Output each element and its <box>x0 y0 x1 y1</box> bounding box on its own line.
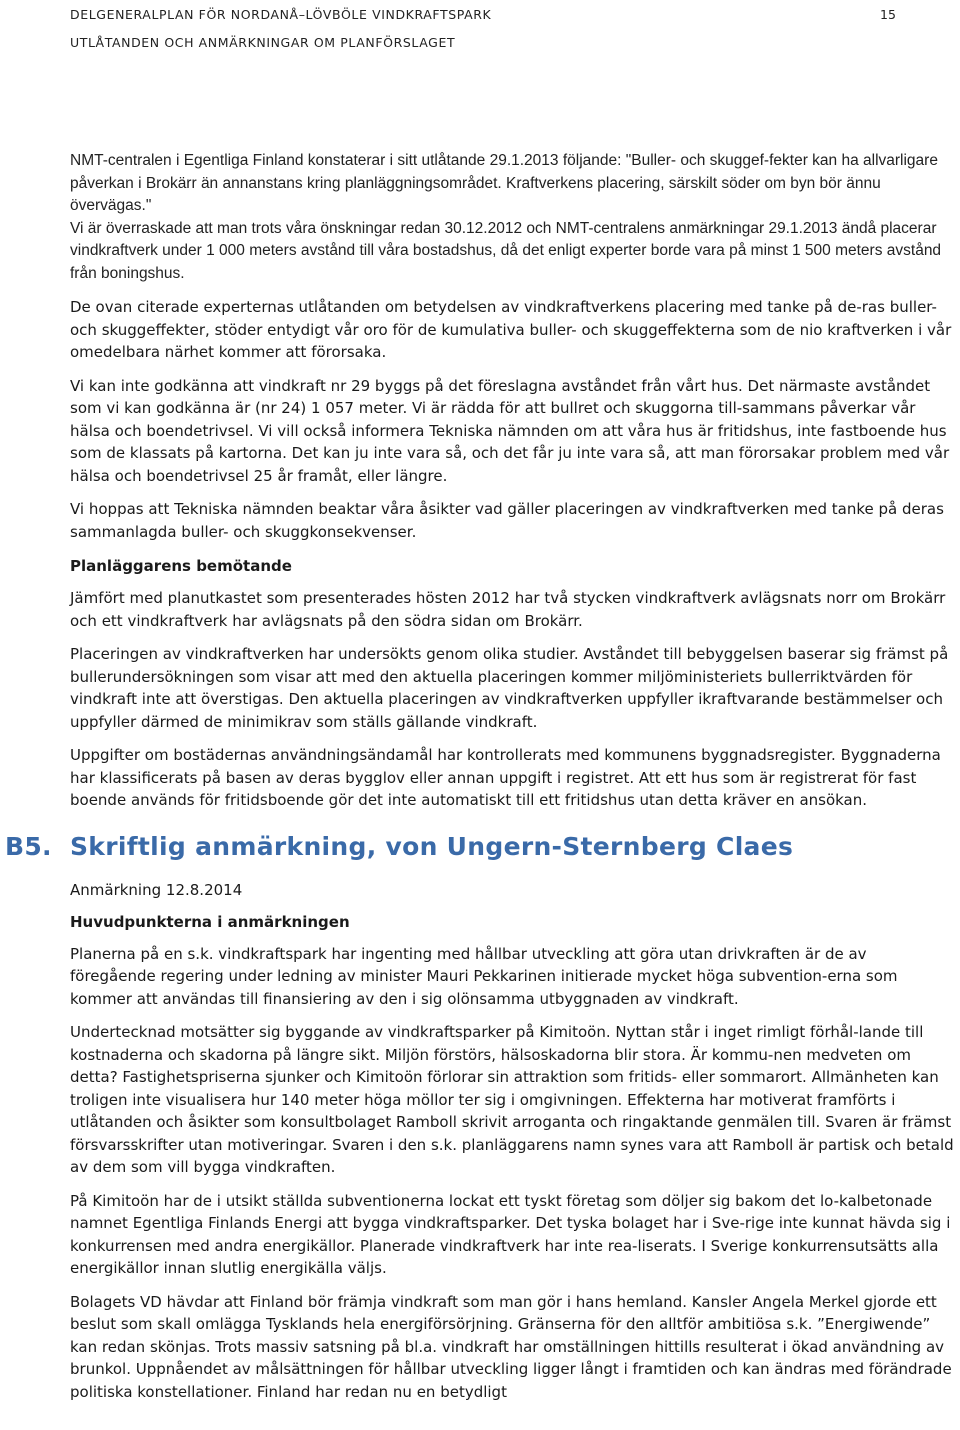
body-paragraph: Vi hoppas att Tekniska nämnden beaktar våra åsikter vad gäller placeringen av vindkraftverken med tanke på deras sammanlagda buller- och skuggkonsekvenser. <box>70 500 944 541</box>
response-heading: Planläggarens bemötande <box>70 557 292 575</box>
remark-heading: Huvudpunkterna i anmärkningen <box>70 912 350 931</box>
section-heading <box>5 831 954 861</box>
document-body <box>5 150 954 1414</box>
section-title: Skriftlig anmärkning, von Ungern-Sternberg Claes <box>70 831 794 861</box>
remark-paragraph: Undertecknad motsätter sig byggande av vindkraftsparker på Kimitoön. Nyttan står i inget rimligt förhål-lande till kostnaderna och skadorna på längre sikt. Miljön förstörs, hälsoskadorna blir stora. Är kommu-nen medveten om detta? Fastighetspriserna sjunker och Kimitoön förlorar sin attraktion som fritids- eller sommarort. Allmänheten kan troligen inte visualisera hur 140 meter höga möllor ter sig i omgivningen. Effekterna har motiverat framförts i utlåtanden och åsikter som konsultbolaget Ramboll skrivit arroganta och ringaktande genmälen till. Svaren är främst försvarsskrifter utan motiveringar. Svaren i den s.k. planläggarens namn synes vara att Ramboll är partisk och betald av dem som vill bygga vindkraften. <box>70 1023 954 1176</box>
page-number: 15 <box>880 7 896 22</box>
quote-paragraph: NMT-centralen i Egentliga Finland konstaterar i sitt utlåtande 29.1.2013 följande: "Buller- och skuggef-fekter kan ha allvarligare påverkan i Brokärr än annanstans kring planläggningsområdet. Kraftverkens placering, särskilt söder om byn bör ännu övervägas." <box>70 152 938 214</box>
body-paragraph: De ovan citerade experternas utlåtanden om betydelsen av vindkraftverkens placering med tanke på de-ras buller- och skuggeffekter, stöder entydigt vår oro för de kumulativa buller- och skuggeffekterna som de nio kraftverken i vår omedelbara närhet kommer att förorsaka. <box>70 298 952 361</box>
body-paragraph: Vi kan inte godkänna att vindkraft nr 29 byggs på det föreslagna avståndet från vårt hus. Det närmaste avståndet som vi kan godkänna är (nr 24) 1 057 meter. Vi är rädda för att bullret och skuggorna till-sammans påverkar vår hälsa och boendetrivsel. Vi vill också informera Tekniska nämnden om att våra hus är fritidshus, inte fastboende hus som de klassats på kartorna. Det kan ju inte vara så, och det får ju inte vara så, att man förorsakar problem med vår hälsa och boendetrivsel 25 år framåt, eller längre. <box>70 376 950 485</box>
remark-date: Anmärkning 12.8.2014 <box>70 880 243 899</box>
response-paragraph: Uppgifter om bostädernas användningsändamål har kontrollerats med kommunens byggnadsregister. Byggnaderna har klassificerats på basen av deras bygglov eller annan uppgift i registret. Att ett hus som är registrerat för fast boende används för fritidsboende gör det inte automatiskt till ett fritidshus utan detta kräver en ansökan. <box>70 746 941 809</box>
response-paragraph: Jämfört med planutkastet som presenterades hösten 2012 har två stycken vindkraftverk avlägsnats norr om Brokärr och ett vindkraftverk har avlägsnats på den södra sidan om Brokärr. <box>70 589 946 630</box>
quote-paragraph: Vi är överraskade att man trots våra önskningar redan 30.12.2012 och NMT-centralens anmärkningar 29.1.2013 ändå placerar vindkraftverk under 1 000 meters avstånd till våra bostadshus, då det enligt experter borde vara på minst 1 500 meters avstånd från boningshus. <box>70 219 942 282</box>
document-header-title: DELGENERALPLAN FÖR NORDANÅ–LÖVBÖLE VINDKRAFTSPARK <box>70 7 492 22</box>
remark-paragraph: På Kimitoön har de i utsikt ställda subventionerna lockat ett tyskt företag som döljer sig bakom det lo-kalbetonade namnet Egentliga Finlands Energi att bygga vindkraftsparker. Det tyska bolaget har i Sve-rige inte kunnat hävda sig i konkurrensen med andra energikällor. Planerade vindkraftverk har inte rea-liserats. I Sverige konkurrensutsätts alla energikällor innan slutlig energikälla väljs. <box>70 1191 951 1277</box>
remark-paragraph: Planerna på en s.k. vindkraftspark har ingenting med hållbar utveckling att göra utan drivkraften är de av föregående regering under ledning av minister Mauri Pekkarinen initierade mycket höga subvention-erna som kommer att användas till finansiering av den i sig olönsamma utbyggnaden av vindkraft. <box>70 944 898 1008</box>
remark-paragraph: Bolagets VD hävdar att Finland bör främja vindkraft som man gör i hans hemland. Kansler Angela Merkel gjorde ett beslut som skall omlägga Tysklands hela energiförsörjning. Gränserna för den alltför ambitiösa s.k. ”Energiwende” kan redan skönjas. Trots massiv satsning på bl.a. vindkraft har omställningen hittills resulterat i ökad användning av brunkol. Uppnåendet av målsättningen för hållbar utveckling ligger långt i framtiden och kan ändras med förändrade politiska konstellationer. Finland har redan nu en betydligt <box>70 1292 952 1401</box>
document-header-subtitle: UTLÅTANDEN OCH ANMÄRKNINGAR OM PLANFÖRSLAGET <box>70 35 456 50</box>
response-paragraph: Placeringen av vindkraftverken har undersökts genom olika studier. Avståndet till bebyggelsen baserar sig främst på bullerundersökningen som visar att med den aktuella placeringen kommer miljöministeriets bullerriktvärden för vindkraft inte att överstigas. Den aktuella placeringen av vindkraftverken uppfyller ikraftvarande bestämmelser och uppfyller därmed de minimikrav som ställs gällande vindkraft. <box>70 645 949 731</box>
section-number: B5. <box>5 831 52 861</box>
